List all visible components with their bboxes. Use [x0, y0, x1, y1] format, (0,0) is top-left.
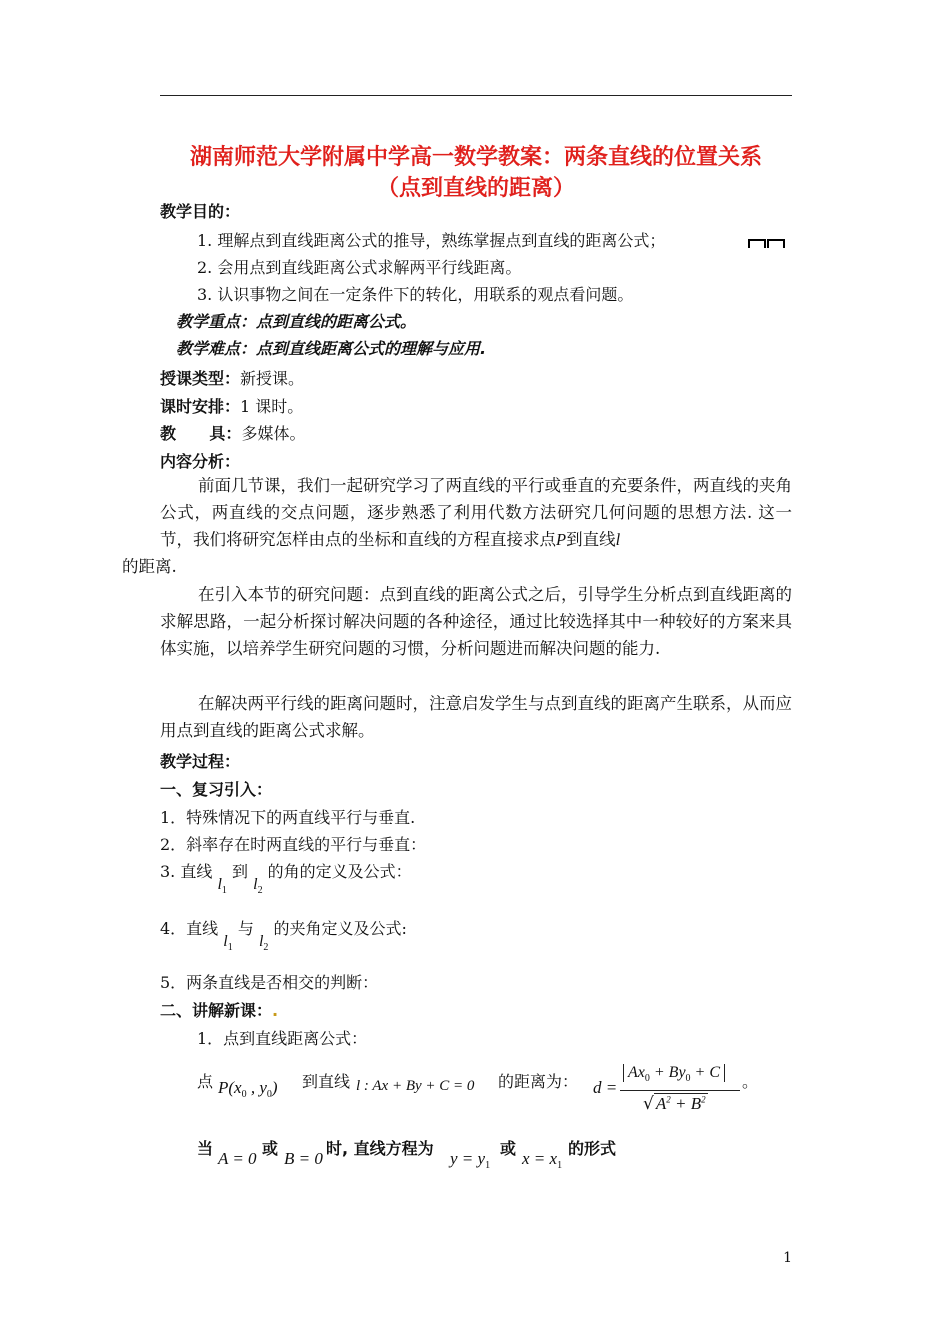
- formula-denominator: √ $A^2 + B^2$: [643, 1094, 706, 1114]
- doc-title-line2: （点到直线的距离）: [376, 176, 575, 201]
- formula-end-mark: 。: [742, 1072, 759, 1091]
- review-heading: 一、复习引入：: [160, 780, 273, 799]
- when-text-b: 时, 直线方程为: [326, 1139, 434, 1158]
- formula-distance-label: 的距离为：: [498, 1072, 579, 1091]
- analysis-paragraph-3: 在解决两平行线的距离问题时，注意启发学生与点到直线的距离产生联系，从而应用点到直线的距离公式求解。: [160, 694, 792, 740]
- formula-to-line-label: 到直线: [302, 1072, 351, 1091]
- lesson-hours: [160, 394, 303, 417]
- line-l1: $l_1$: [223, 933, 233, 953]
- review-4-text-c: 的夹角定义及公式:: [273, 919, 407, 938]
- review-item-1: 1．特殊情况下的两直线平行与垂直.: [160, 808, 416, 827]
- line-l1: $l_1$: [217, 876, 227, 896]
- lesson-tools: [160, 421, 305, 444]
- review-item-5: 5．两条直线是否相交的判断：: [160, 973, 379, 992]
- formula-point-label: 点: [197, 1072, 214, 1091]
- margin-mark-icon: [748, 239, 766, 248]
- header-rule: [160, 95, 792, 96]
- formula-fraction-bar: [620, 1090, 740, 1091]
- lesson-hours-label: 课时安排：: [160, 397, 241, 416]
- formula-d: d =: [593, 1078, 618, 1097]
- when-text-c: 的形式: [568, 1139, 617, 1158]
- formula-line-equation: l : Ax + By + C = 0: [356, 1078, 475, 1094]
- margin-mark-icon: [767, 239, 785, 248]
- review-item-3: [160, 859, 412, 896]
- when-x-eq-x1: $x = x_1$: [522, 1149, 563, 1171]
- lesson-tools-value: 多媒体。: [241, 424, 306, 443]
- when-A-zero: A = 0: [218, 1149, 257, 1168]
- line-l2: $l_2$: [258, 933, 269, 953]
- when-or-1: 或: [262, 1139, 279, 1158]
- when-y-eq-y1: $y = y_1$: [450, 1149, 491, 1171]
- teaching-focus: 教学重点：点到直线的距离公式。: [176, 312, 417, 331]
- formula-point: $P(x_0$ , $y_0$): [218, 1078, 278, 1100]
- new-lesson-heading-text: 二、讲解新课：: [160, 1001, 273, 1020]
- lesson-type-label: 授课类型：: [160, 369, 241, 388]
- analysis-paragraph-1: [122, 472, 792, 580]
- lesson-tools-label: 教 具：: [160, 424, 242, 443]
- analysis-p1-text: 前面几节课，我们一起研究学习了两直线的平行或垂直的充要条件，两直线的夹角公式，两直线的交点问题，逐步熟悉了利用代数方法研究几何问题的思想方法. 这一节，我们将研究怎样由点的坐标和直线的方程直接求点: [160, 476, 792, 549]
- analysis-p1-mid: 到直线: [566, 530, 616, 549]
- doc-title-line1: 湖南师范大学附属中学高一数学教案：两条直线的位置关系: [189, 145, 762, 170]
- analysis-p1-end: 的距离.: [122, 557, 177, 576]
- teaching-difficulty: 教学难点：点到直线距离公式的理解与应用.: [176, 339, 487, 358]
- when-text-a: 当: [197, 1139, 214, 1158]
- objective-item-1: 1. 理解点到直线距离公式的推导，熟练掌握点到直线的距离公式；: [197, 231, 666, 250]
- page-number: 1: [783, 1250, 792, 1266]
- objectives-heading: 教学目的：: [160, 202, 241, 221]
- formula-numerator: $Ax_0 + By_0 + C$: [623, 1064, 725, 1082]
- review-item-2: 2．斜率存在时两直线的平行与垂直：: [160, 835, 427, 854]
- process-heading: 教学过程：: [160, 752, 241, 771]
- line-l2: $l_2$: [253, 876, 263, 896]
- new-lesson-heading: [160, 998, 278, 1021]
- lesson-type: [160, 366, 304, 389]
- review-item-4: [160, 916, 407, 953]
- objective-item-2: 2. 会用点到直线距离公式求解两平行线距离。: [197, 258, 522, 277]
- dot-mark: .: [272, 1001, 279, 1020]
- review-4-text-a: 4．直线: [160, 919, 219, 938]
- objective-item-3: 3. 认识事物之间在一定条件下的转化，用联系的观点看问题。: [197, 285, 634, 304]
- line-l: l: [615, 530, 621, 549]
- when-B-zero: B = 0: [284, 1149, 323, 1168]
- analysis-heading: 内容分析：: [160, 452, 241, 471]
- new-item-1: 1．点到直线距离公式：: [197, 1029, 368, 1048]
- lesson-type-value: 新授课。: [240, 369, 305, 388]
- review-3-text-a: 3. 直线: [160, 862, 213, 881]
- review-3-text-c: 的角的定义及公式：: [267, 862, 412, 881]
- point-P: P: [556, 530, 567, 549]
- when-or-2: 或: [500, 1139, 517, 1158]
- lesson-hours-value: 1 课时。: [240, 397, 304, 416]
- review-4-text-b: 与: [237, 919, 254, 938]
- analysis-paragraph-2: 在引入本节的研究问题：点到直线的距离公式之后，引导学生分析点到直线距离的求解思路，一起分析探讨解决问题的各种途径，通过比较选择其中一种较好的方案来具体实施，以培养学生研究问题的习惯，分析问题进而解决问题的能力.: [160, 585, 792, 658]
- review-3-text-b: 到: [232, 862, 249, 881]
